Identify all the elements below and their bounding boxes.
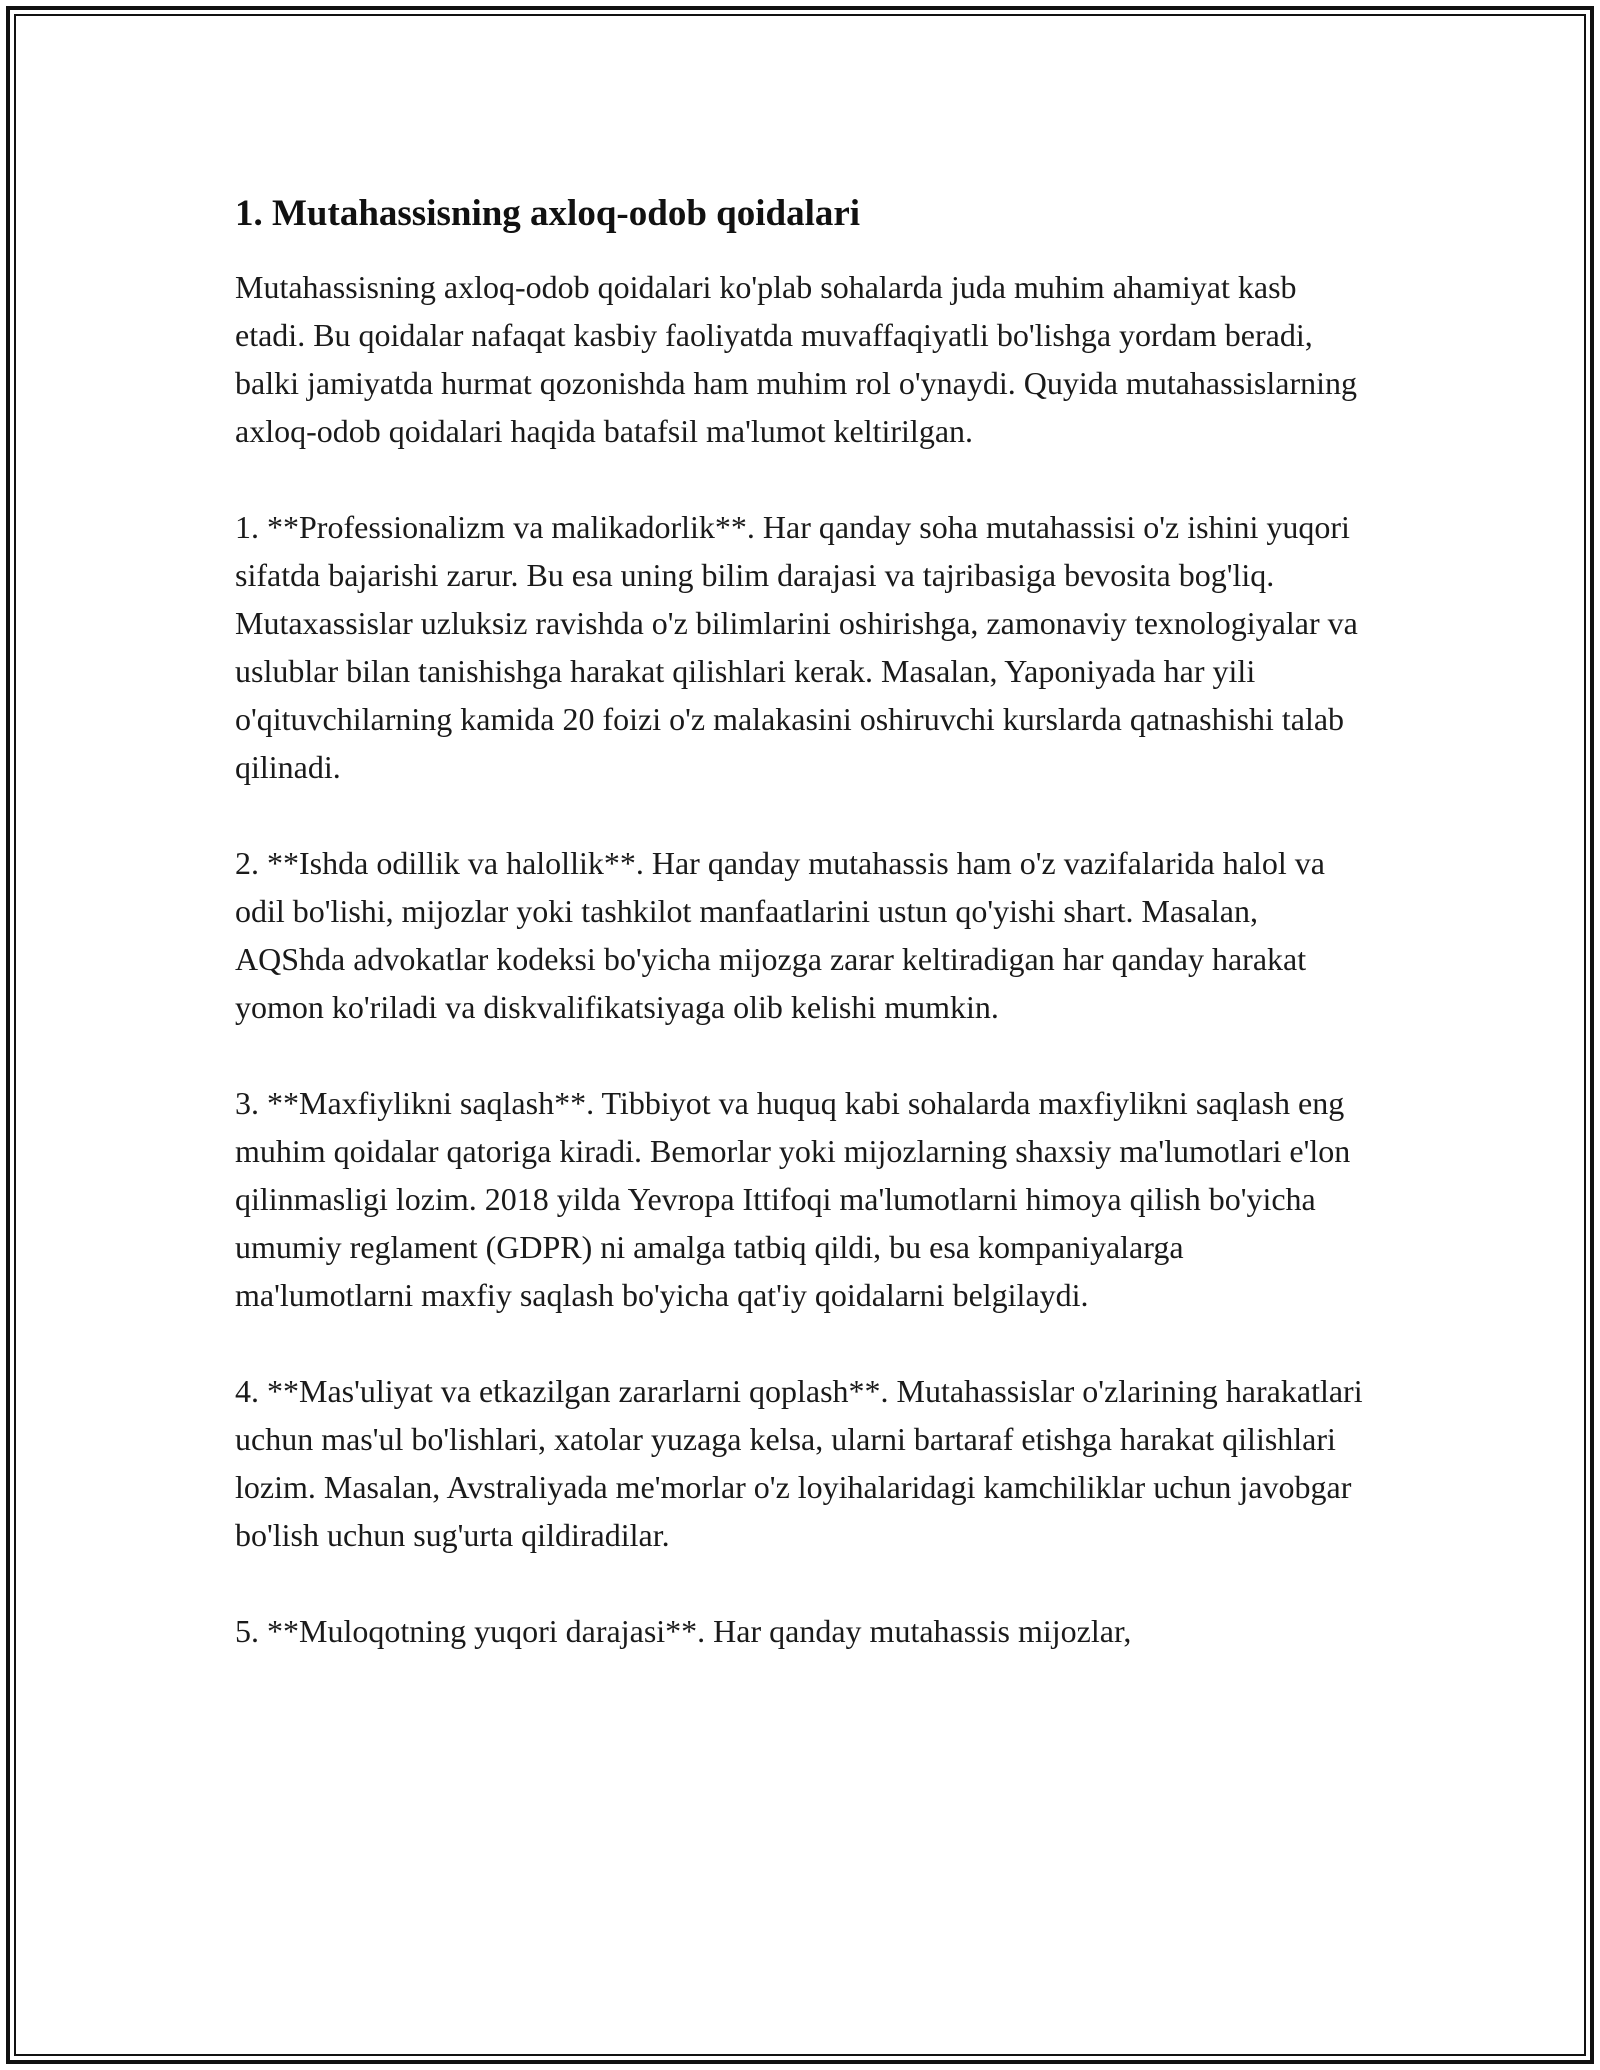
paragraph-communication: 5. **Muloqotning yuqori darajasi**. Har qanday mutahassis mijozlar, [235, 1613, 1132, 1649]
document-body [235, 185, 1365, 1703]
paragraph-responsibility: 4. **Mas'uliyat va etkazilgan zararlarni qoplash**. Mutahassislar o'zlarining harakatlari uchun mas'ul bo'lishlari, xatolar yuzaga kelsa, ularni bartaraf etishga harakat qilishlari lozim. Masalan, Avstraliyada me'morlar o'z loyihalaridagi kamchiliklar uchun javobgar bo'lish uchun sug'urta qildiradilar. [235, 1373, 1363, 1553]
paragraph-confidentiality: 3. **Maxfiylikni saqlash**. Tibbiyot va huquq kabi sohalarda maxfiylikni saqlash eng muhim qoidalar qatoriga kiradi. Bemorlar yoki mijozlarning shaxsiy ma'lumotlari e'lon qilinmasligi lozim. 2018 yilda Yevropa Ittifoqi ma'lumotlarni himoya qilish bo'yicha umumiy reglament (GDPR) ni amalga tatbiq qildi, bu esa kompaniyalarga ma'lumotlarni maxfiy saqlash bo'yicha qat'iy qoidalarni belgilaydi. [235, 1085, 1351, 1313]
paragraph-fairness-honesty: 2. **Ishda odillik va halollik**. Har qanday mutahassis ham o'z vazifalarida halol va odil bo'lishi, mijozlar yoki tashkilot manfaatlarini ustun qo'yishi shart. Masalan, AQShda advokatlar kodeksi bo'yicha mijozga zarar keltiradigan har qanday harakat yomon ko'riladi va diskvalifikatsiyaga olib kelishi mumkin. [235, 845, 1325, 1025]
paragraph-professionalism: 1. **Professionalizm va malikadorlik**. Har qanday soha mutahassisi o'z ishini yuqori sifatda bajarishi zarur. Bu esa uning bilim darajasi va tajribasiga bevosita bog'liq. Mutaxassislar uzluksiz ravishda o'z bilimlarini oshirishga, zamonaviy texnologiyalar va uslublar bilan tanishishga harakat qilishlari kerak. Masalan, Yaponiyada har yili o'qituvchilarning kamida 20 foizi o'z malakasini oshiruvchi kurslarda qatnashishi talab qilinadi. [235, 509, 1358, 785]
intro-paragraph: Mutahassisning axloq-odob qoidalari ko'plab sohalarda juda muhim ahamiyat kasb etadi. Bu qoidalar nafaqat kasbiy faoliyatda muvaffaqiyatli bo'lishga yordam beradi, balki jamiyatda hurmat qozonishda ham muhim rol o'ynaydi. Quyida mutahassislarning axloq-odob qoidalari haqida batafsil ma'lumot keltirilgan. [235, 269, 1357, 449]
section-heading: 1. Mutahassisning axloq-odob qoidalari [235, 193, 861, 234]
